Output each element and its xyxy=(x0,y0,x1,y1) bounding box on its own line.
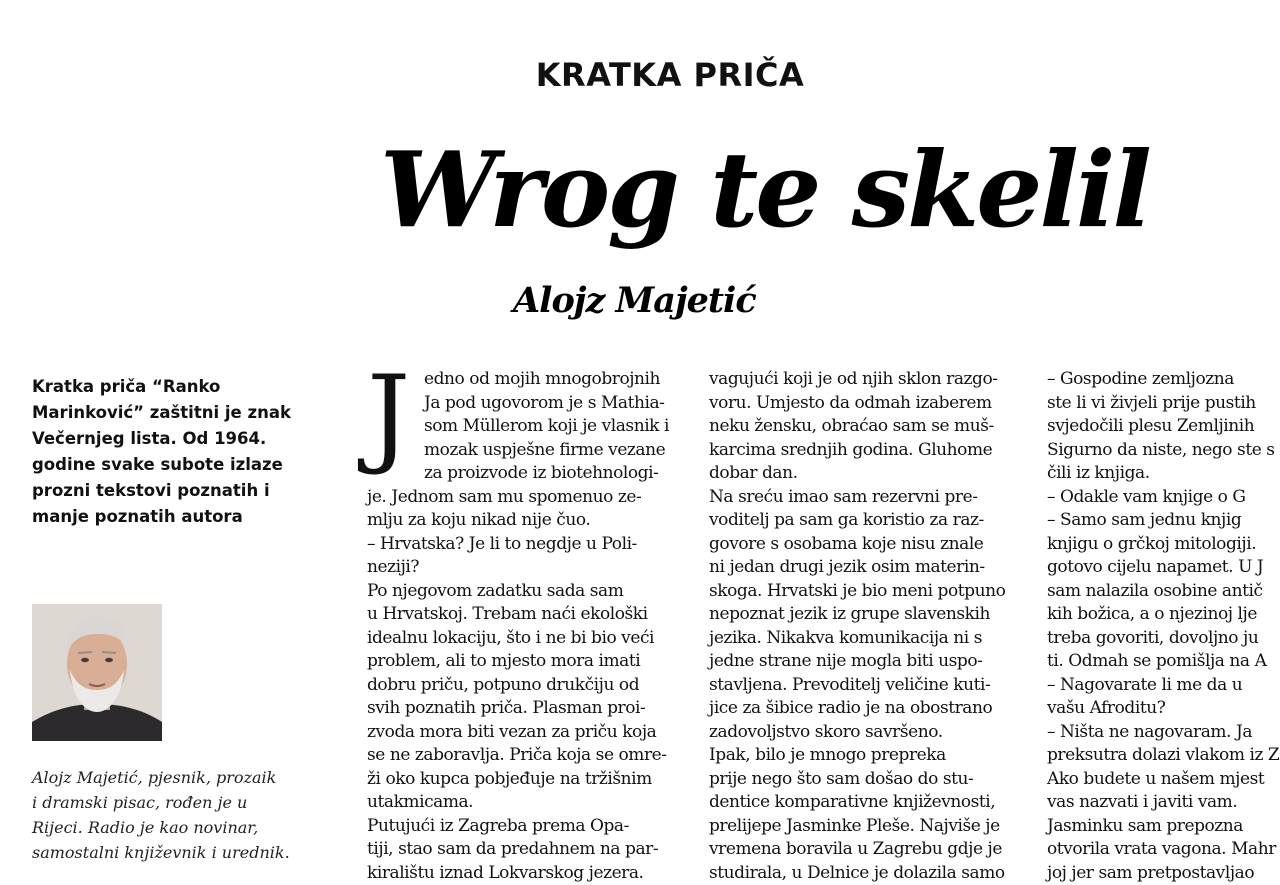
text-line: jezika. Nikakva komunikacija ni s xyxy=(709,627,1021,651)
text-line: Sigurno da niste, nego ste s xyxy=(1047,439,1280,463)
text-line: – Odakle vam knjige o G xyxy=(1047,486,1280,510)
text-line: – Nagovarate li me da u xyxy=(1047,674,1280,698)
article-headline: Wrog te skelil xyxy=(380,138,1149,242)
text-line: zvoda mora biti vezan za priču koja xyxy=(367,721,679,745)
text-line: Ipak, bilo je mnogo prepreka xyxy=(709,744,1021,768)
text-line: vagujući koji je od njih sklon razgo- xyxy=(709,368,1021,392)
author-byline: Alojz Majetić xyxy=(513,280,756,321)
text-line: vašu Afroditu? xyxy=(1047,697,1280,721)
text-line: gotovo cijelu napamet. U J xyxy=(1047,556,1280,580)
text-line: knjigu o grčkoj mitologiji. xyxy=(1047,533,1280,557)
text-line: za proizvode iz biotehnologi- xyxy=(367,462,679,486)
text-line: svih poznatih priča. Plasman proi- xyxy=(367,697,679,721)
series-note-line: Večernjeg lista. Od 1964. xyxy=(32,426,302,452)
text-line: – Samo sam jednu knjig xyxy=(1047,509,1280,533)
text-column-3 xyxy=(1047,368,1280,885)
text-line: kih božica, a o njezinoj lje xyxy=(1047,603,1280,627)
text-line: je. Jednom sam mu spomenuo ze- xyxy=(367,486,679,510)
caption-line: Alojz Majetić, pjesnik, prozaik xyxy=(32,765,332,790)
text-column-1 xyxy=(367,368,679,885)
text-line: studirala, u Delnice je dolazila samo xyxy=(709,862,1021,885)
text-line: ni jedan drugi jezik osim materin- xyxy=(709,556,1021,580)
text-line: voditelj pa sam ga koristio za raz- xyxy=(709,509,1021,533)
text-line: utakmicama. xyxy=(367,791,679,815)
series-note-line: manje poznatih autora xyxy=(32,504,302,530)
caption-line: i dramski pisac, rođen je u xyxy=(32,790,332,815)
drop-cap: J xyxy=(367,362,410,470)
text-line: som Müllerom koji je vlasnik i xyxy=(367,415,679,439)
series-note-line: godine svake subote izlaze xyxy=(32,452,302,478)
author-photo xyxy=(32,604,162,741)
text-line: joj jer sam pretpostavljao xyxy=(1047,862,1280,885)
text-line: vremena boravila u Zagrebu gdje je xyxy=(709,838,1021,862)
text-line: tiji, stao sam da predahnem na par- xyxy=(367,838,679,862)
text-line: Na sreću imao sam rezervni pre- xyxy=(709,486,1021,510)
text-line: neziji? xyxy=(367,556,679,580)
text-line: se ne zaboravlja. Priča koja se omre- xyxy=(367,744,679,768)
text-line: Po njegovom zadatku sada sam xyxy=(367,580,679,604)
text-line: jedne strane nije mogla biti uspo- xyxy=(709,650,1021,674)
text-line: ži oko kupca pobjeđuje na tržišnim xyxy=(367,768,679,792)
text-line: dobar dan. xyxy=(709,462,1021,486)
text-line: ti. Odmah se pomišlja na A xyxy=(1047,650,1280,674)
text-line: dobru priču, potpuno drukčiju od xyxy=(367,674,679,698)
text-line: edno od mojih mnogobrojnih xyxy=(367,368,679,392)
text-line: Ako budete u našem mjest xyxy=(1047,768,1280,792)
text-line: ste li vi živjeli prije pustih xyxy=(1047,392,1280,416)
text-line: govore s osobama koje nisu znale xyxy=(709,533,1021,557)
text-line: dentice komparativne književnosti, xyxy=(709,791,1021,815)
series-note-line: prozni tekstovi poznatih i xyxy=(32,478,302,504)
series-note xyxy=(32,374,302,530)
text-line: vas nazvati i javiti vam. xyxy=(1047,791,1280,815)
text-line: mlju za koju nikad nije čuo. xyxy=(367,509,679,533)
text-line: – Hrvatska? Je li to negdje u Poli- xyxy=(367,533,679,557)
series-note-line: Kratka priča “Ranko xyxy=(32,374,302,400)
text-line: svjedočili plesu Zemljinih xyxy=(1047,415,1280,439)
caption-line: samostalni književnik i urednik. xyxy=(32,840,332,865)
text-line: – Ništa ne nagovaram. Ja xyxy=(1047,721,1280,745)
text-line: kiralištu iznad Lokvarskog jezera. xyxy=(367,862,679,885)
text-line: voru. Umjesto da odmah izaberem xyxy=(709,392,1021,416)
text-line: prelijepe Jasminke Pleše. Najviše je xyxy=(709,815,1021,839)
text-column-2 xyxy=(709,368,1021,885)
text-line: – Gospodine zemljozna xyxy=(1047,368,1280,392)
section-label: KRATKA PRIČA xyxy=(0,56,1280,94)
text-line: sam nalazila osobine antič xyxy=(1047,580,1280,604)
text-line: jice za šibice radio je na obostrano xyxy=(709,697,1021,721)
text-line: prije nego što sam došao do stu- xyxy=(709,768,1021,792)
text-line: čili iz knjiga. xyxy=(1047,462,1280,486)
text-line: Jasminku sam prepozna xyxy=(1047,815,1280,839)
text-line: skoga. Hrvatski je bio meni potpuno xyxy=(709,580,1021,604)
text-line: mozak uspješne firme vezane xyxy=(367,439,679,463)
text-line: stavljena. Prevoditelj veličine kuti- xyxy=(709,674,1021,698)
series-note-line: Marinković” zaštitni je znak xyxy=(32,400,302,426)
text-line: zadovoljstvo skoro savršeno. xyxy=(709,721,1021,745)
text-line: problem, ali to mjesto mora imati xyxy=(367,650,679,674)
text-line: idealnu lokaciju, što i ne bi bio veći xyxy=(367,627,679,651)
text-line: neku žensku, obraćao sam se muš- xyxy=(709,415,1021,439)
text-line: Ja pod ugovorom je s Mathia- xyxy=(367,392,679,416)
text-line: treba govoriti, dovoljno ju xyxy=(1047,627,1280,651)
text-line: u Hrvatskoj. Trebam naći ekološki xyxy=(367,603,679,627)
text-line: otvorila vrata vagona. Mahr xyxy=(1047,838,1280,862)
caption-line: Rijeci. Radio je kao novinar, xyxy=(32,815,332,840)
author-caption xyxy=(32,765,332,865)
text-line: nepoznat jezik iz grupe slavenskih xyxy=(709,603,1021,627)
text-line: karcima srednjih godina. Gluhome xyxy=(709,439,1021,463)
text-line: preksutra dolazi vlakom iz Z xyxy=(1047,744,1280,768)
text-line: Putujući iz Zagreba prema Opa- xyxy=(367,815,679,839)
